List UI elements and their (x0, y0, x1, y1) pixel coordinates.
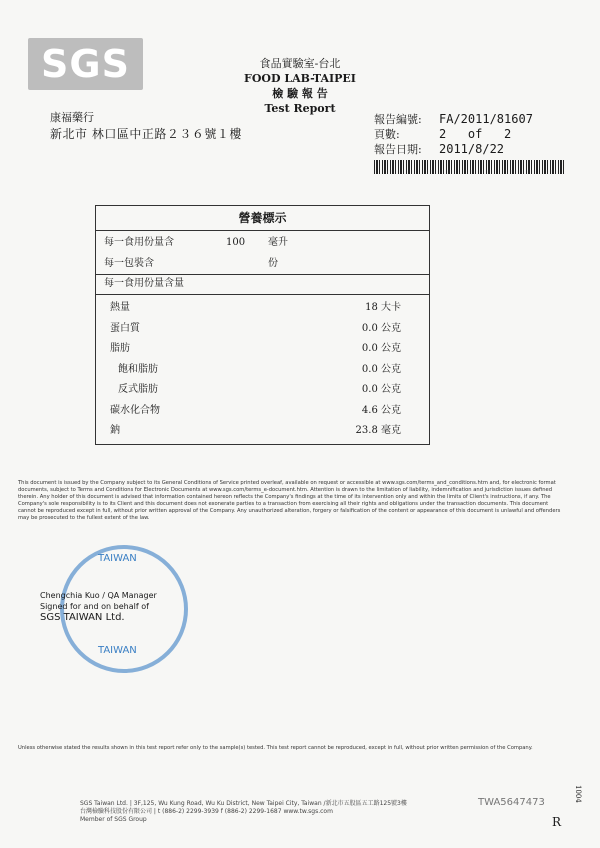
client-info (50, 110, 242, 142)
lab-name-en: FOOD LAB-TAIPEI (244, 72, 356, 85)
disclaimer: This document is issued by the Company subject to its General Conditions of Service printed overleaf, available on request or accessible at www.sgs.com/terms_and_conditions.htm and, for electronic format documents, subject to Terms and Conditions for Electronic Documents at www.sgs.com/terms_e-document.htm. Attention is drawn to the limitation of liability, indemnification and jurisdiction issues defined therein. Any holder of this document is advised that information contained hereon reflects the Company's findings at the time of its intervention only and within the limits of Client's instructions, if any. The Company's sole responsibility is to its Client and this document does not exonerate parties to a transaction from exercising all their rights and obligations under the transaction documents. This document cannot be reproduced except in full, without prior written approval of the Company. Any unauthorized alteration, forgery or falsification of the content or appearance of this document is unlawful and offenders may be prosecuted to the fullest extent of the law. (18, 480, 561, 521)
nutrient-row (96, 298, 429, 318)
nutrient-value: 0.0 公克 (361, 384, 401, 395)
nutrient-row (96, 319, 429, 339)
nutrient-name: 脂肪 (110, 343, 130, 354)
corner-mark: R (552, 815, 562, 829)
nutrient-value: 4.6 公克 (361, 404, 401, 416)
nutrient-name: 鈉 (110, 425, 120, 436)
serving-row: 每一食用份量含 100 毫升 (104, 237, 288, 248)
date-label: 報告日期: (374, 143, 422, 156)
nutrient-value: 0.0 公克 (361, 322, 401, 334)
serial-number: TWA5647473 (478, 797, 545, 808)
test-note: Unless otherwise stated the results shown in this test report refer only to the sample(s) tested. This test report cannot be reproduced, except in full, without prior written permission of the Company. (18, 745, 533, 751)
nutrition-title: 營養標示 (96, 206, 429, 231)
report-title-en: Test Report (264, 102, 336, 115)
client-address: 新北市 林口區中正路２３６號１樓 (50, 127, 242, 141)
signatory-line2: Signed for and on behalf of (40, 602, 149, 611)
report-no: FA/2011/81607 (439, 112, 533, 126)
nutrient-row (96, 360, 429, 380)
pack-row: 每一包裝含 份 (104, 258, 278, 269)
report-header (180, 56, 420, 116)
nutrient-value: 18 大卡 (365, 302, 401, 313)
nutrient-name: 蛋白質 (110, 322, 140, 334)
nutrient-row (96, 380, 429, 400)
nutrient-name: 熱量 (110, 302, 130, 313)
signatory-company: SGS TAIWAN Ltd. (40, 612, 125, 623)
nutrient-name: 碳水化合物 (110, 404, 160, 416)
client-name: 康福藥行 (50, 111, 94, 124)
nutrient-value: 23.8 毫克 (355, 425, 401, 436)
signatory-name: Chengchia Kuo / QA Manager (40, 591, 157, 600)
nutrient-value: 0.0 公克 (361, 363, 401, 375)
report-title-cn: 檢 驗 報 告 (272, 87, 328, 100)
nutrient-row (96, 339, 429, 359)
nutrient-row (96, 401, 429, 421)
stamp-top-text: TAIWAN (98, 553, 137, 564)
footer: SGS Taiwan Ltd. | 3F,125, Wu Kung Road, Wu Ku District, New Taipei City, Taiwan /新北市五股區五工路125號3樓 台灣檢驗科技股份有限公司 | t (886-2) 2299-3939 f (886-2) 2299-1687 www.tw.sgs.com Member of SGS Group (80, 800, 407, 823)
signatory (40, 590, 157, 623)
nutrient-name: 反式脂肪 (118, 384, 158, 395)
nutrition-table (95, 205, 430, 445)
stamp-bottom-text: TAIWAN (98, 645, 137, 656)
nutrient-name: 飽和脂肪 (118, 363, 158, 375)
sgs-logo: SGS (28, 38, 143, 90)
barcode (374, 160, 564, 174)
page-label: 頁數: (374, 128, 400, 141)
page-count: 2 of 2 (439, 127, 512, 141)
lab-name-cn: 食品實驗室-台北 (259, 57, 341, 70)
side-number: 1004 (574, 785, 582, 803)
report-no-label: 報告編號: (374, 113, 422, 126)
report-date: 2011/8/22 (439, 142, 505, 156)
report-meta (374, 112, 533, 157)
nutrient-value: 0.0 公克 (361, 343, 401, 354)
per-serving-row: 每一食用份量含量 (104, 278, 184, 289)
nutrient-row (96, 421, 429, 441)
